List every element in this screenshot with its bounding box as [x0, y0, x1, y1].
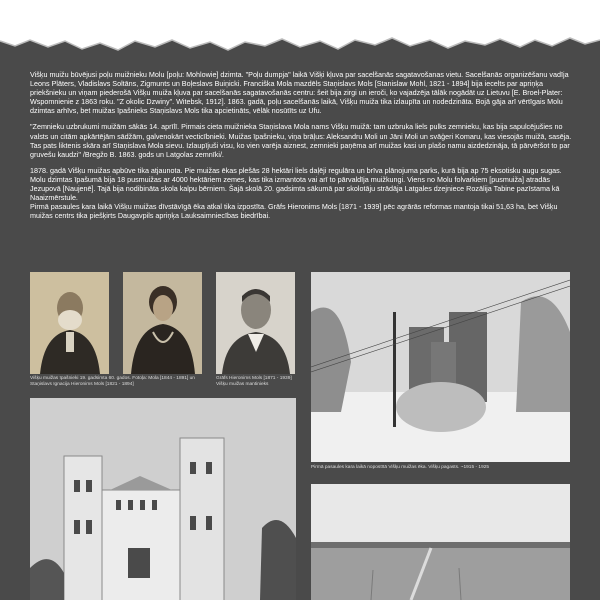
paragraph-history: Višķu muižu būvējusi poļu muižnieku Molu [poļu: Mohlowie] dzimta. "Poļu dumpja" laikā Višķi kļuva par sacelšanās sagatavošanas vietu. Sacelšanās organizēšanu vadīja Leons Plāters, Vladislavs Soltāns, Zigmunts un Boļeslavs Buiņicki. Franciška Mola mazdēls Staņislavs Mols [Stanislaw Mohl, 1821 - 1894] bija iecelts par apriņķa priekšnieku un viņam piederošā Višķu muiža kļuva par sacelšanās sagatavošanās centru: šeit bija zirgi un ieroči, ko vajadzēja tālāk nogādāt uz Lietuvu [E. Broel-Plater: Wspomnienie z 1863 roku. "Z okolic Dzwiny". Witebsk, 1912]. 1863. gadā, poļu sacelšanās laikā, Višķu muiža tika izlaupīta un nodedzināta. Bojā gāja arī vērtīgais Molu dzimtas arhīvs, bet muižas īpašnieks Staņislavs Mols tika apcietināts, vēlāk nosūtīts uz Ufu. — [30, 70, 569, 116]
manor-house-photo — [30, 398, 296, 600]
winter-photo-caption: Pirmā pasaules kara laikā nopostītā Višķu muižas ēka. Višķu pagasts. ~1915 - 1925 — [311, 465, 490, 470]
paragraph-ww1: Pirmā pasaules kara laikā Višķu muižas dīvstāvīgā ēka atkal tika izpostīta. Grāfs Hieronims Mols [1871 - 1939] pēc agrārās reformas mantoja tikai 51,63 ha, bet Višķu muižas centrs tika piešķirts Daugavpils apriņķa Lauksaimniecības biedrībai. — [30, 202, 558, 221]
paragraph-quote: "Zemnieku uzbrukumi muižām sākās 14. aprīlī. Pirmais cieta muižnieka Staņislava Mola nams Višķu muižā: tam uzbruka liels pulks zemnieku, kas bija sapulcējušies no valsts un citām apkārtējām sādžām, galvenokārt vecticībnieki. Muižas īpašnieku, viņa brāļus: Aleksandru Moli un Jāni Moli un svāģeri Komaru, kas viesojās muižā, sasēja. Tas pats liktenis skāra arī Staņislava Mola sievu. Izlaupījuši visu, ko vien varēja aiznest, zemnieki paņēma arī muižas kasi un plašo namu aizdedzināja, tā pārvēršot to par gruvešu kaudzi" /Bregžo B. 1863. gods un Latgolas zemnīki/. — [30, 122, 572, 159]
count-caption: Grāfs Hieronims Mols [1871 - 1939] Višķu muižas mantinieks — [216, 376, 292, 387]
portraits-caption: Višķu muižas īpašnieki 19. gadsimta 60. gados. Fotoļa: Mola [1844 - 1891] un Staņislavs Ignacija Hieronims Mols [1821 - 1894] — [30, 376, 195, 387]
landscape-road-photo — [311, 484, 570, 600]
winter-ruined-manor-photo — [311, 272, 570, 462]
portrait-woman-photo — [123, 272, 202, 374]
torn-paper-header — [0, 0, 600, 62]
article-text — [30, 70, 575, 227]
portrait-count-photo — [216, 272, 295, 374]
paragraph-restoration: 1878. gadā Višķu muižas apbūve tika atjaunota. Pie muižas ēkas plešās 28 hektāri liels daļēji regulāra un brīva plānojuma parks, kurā bija ap 75 eksotisku augu sugas. Molu dzimtas īpašumā bija 18 pusmuižas ar 4000 hektāriem zemes, kas tika izmantota vai arī to pārvaldīja muižkungi. Viens no Molu folvarkiem [pusmuiža] atradās Jezupovā [Naujenē]. Tajā bija nodibināta skola kalpu bērniem. Šajā skolā 20. gadsimta sākumā par skolotāju strādāja Latgales dzejniece Rozālija Tabine pazīstama kā Naaizmērstule. — [30, 165, 562, 203]
portrait-old-man-photo — [30, 272, 109, 374]
